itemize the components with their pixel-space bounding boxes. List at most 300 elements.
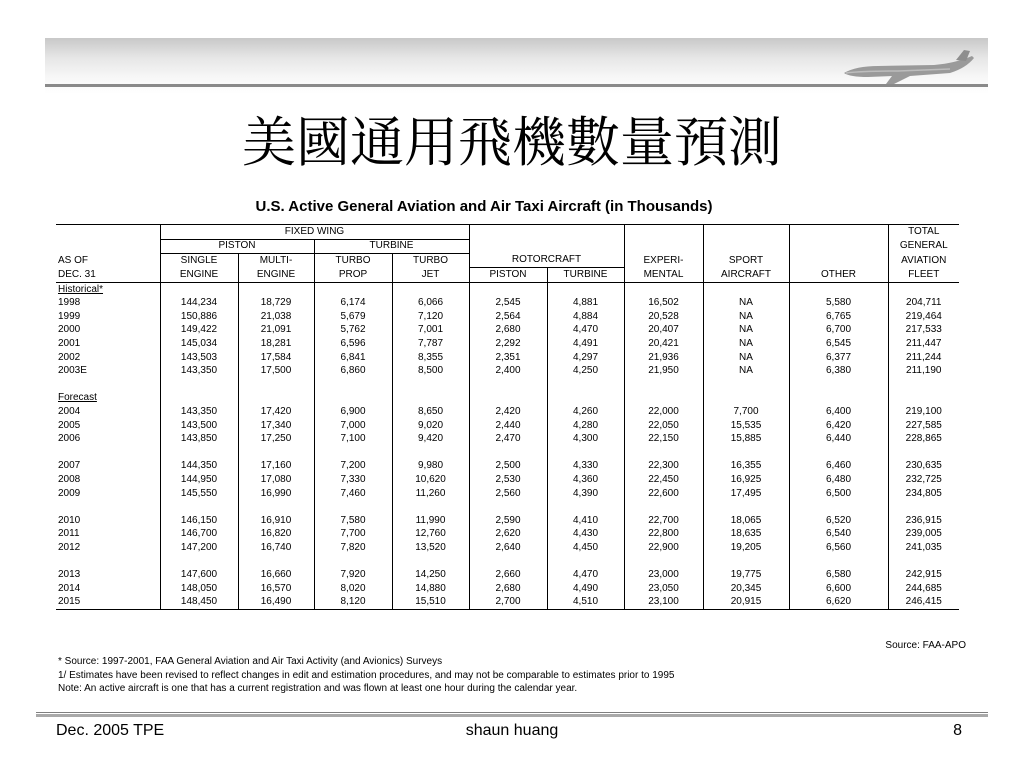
empty-cell — [624, 282, 703, 296]
table-cell: 234,805 — [888, 487, 959, 501]
table-cell: 2,560 — [469, 487, 547, 501]
table-cell: 17,584 — [238, 351, 314, 365]
table-cell: 22,000 — [624, 405, 703, 419]
header-rc-turbine: TURBINE — [547, 268, 624, 283]
empty-cell — [703, 446, 789, 460]
table-row — [56, 473, 959, 487]
table-row — [56, 514, 959, 528]
table-cell: 6,066 — [392, 296, 469, 310]
empty-cell — [547, 446, 624, 460]
page-number: 8 — [953, 722, 962, 739]
table-cell: 21,091 — [238, 324, 314, 338]
footer-date: Dec. 2005 TPE — [56, 722, 165, 739]
table-cell: 15,510 — [392, 596, 469, 610]
empty-cell — [888, 392, 959, 406]
table-row — [56, 351, 959, 365]
table-cell: 4,250 — [547, 364, 624, 378]
empty-cell — [789, 282, 888, 296]
table-cell: 22,800 — [624, 528, 703, 542]
table-cell: 4,360 — [547, 473, 624, 487]
empty-cell — [160, 555, 238, 569]
empty-cell — [703, 378, 789, 392]
table-cell: 6,500 — [789, 487, 888, 501]
header-as-of: AS OF — [58, 254, 89, 266]
table-cell: 6,765 — [789, 310, 888, 324]
table-cell: 6,600 — [789, 582, 888, 596]
table-cell: 14,880 — [392, 582, 469, 596]
row-year: 2009 — [58, 487, 81, 499]
header-other: OTHER — [789, 268, 888, 283]
table-cell: 4,330 — [547, 460, 624, 474]
table-cell: 8,020 — [314, 582, 392, 596]
header-experi: EXPERI- — [624, 254, 703, 268]
footnote-definition: Note: An active aircraft is one that has a current registration and was flown at least one hour during the calendar year. — [58, 683, 578, 694]
table-cell: 11,260 — [392, 487, 469, 501]
table-row — [56, 568, 959, 582]
table-cell: 17,495 — [703, 487, 789, 501]
table-cell: 146,150 — [160, 514, 238, 528]
empty-cell — [703, 500, 789, 514]
table-cell: 2,420 — [469, 405, 547, 419]
spacer-row — [56, 555, 959, 569]
table-row — [56, 364, 959, 378]
table-cell: 17,420 — [238, 405, 314, 419]
table-cell: 244,685 — [888, 582, 959, 596]
table-cell: 2,530 — [469, 473, 547, 487]
table-cell: 22,900 — [624, 541, 703, 555]
header-engine-2: ENGINE — [238, 268, 314, 283]
empty-cell — [314, 555, 392, 569]
empty-cell — [888, 500, 959, 514]
table-cell: 22,050 — [624, 419, 703, 433]
table-cell: 4,297 — [547, 351, 624, 365]
table-cell: 9,980 — [392, 460, 469, 474]
table-cell: 16,990 — [238, 487, 314, 501]
table-cell: 219,100 — [888, 405, 959, 419]
empty-cell — [314, 500, 392, 514]
table-cell: 10,620 — [392, 473, 469, 487]
empty-cell — [547, 392, 624, 406]
table-cell: 4,470 — [547, 324, 624, 338]
table-cell: 6,400 — [789, 405, 888, 419]
table-cell: 236,915 — [888, 514, 959, 528]
table-row — [56, 460, 959, 474]
table-cell: 19,775 — [703, 568, 789, 582]
empty-cell — [160, 282, 238, 296]
empty-cell — [703, 555, 789, 569]
header-total: TOTAL — [888, 225, 959, 240]
row-year: 2010 — [58, 514, 81, 526]
table-cell: 23,000 — [624, 568, 703, 582]
table-row — [56, 337, 959, 351]
table-cell: 150,886 — [160, 310, 238, 324]
table-cell: 16,570 — [238, 582, 314, 596]
table-cell: 211,447 — [888, 337, 959, 351]
empty-cell — [314, 446, 392, 460]
table-cell: 6,480 — [789, 473, 888, 487]
table-row — [56, 296, 959, 310]
row-year: 1998 — [58, 297, 81, 309]
table-cell: 18,729 — [238, 296, 314, 310]
empty-cell — [547, 555, 624, 569]
empty-cell — [888, 555, 959, 569]
empty-cell — [789, 500, 888, 514]
table-cell: 8,500 — [392, 364, 469, 378]
table-cell: 219,464 — [888, 310, 959, 324]
empty-cell — [789, 378, 888, 392]
section-row — [56, 282, 959, 296]
row-year: 2008 — [58, 473, 81, 485]
table-cell: 4,300 — [547, 432, 624, 446]
table-cell: 217,533 — [888, 324, 959, 338]
header-jet: JET — [392, 268, 469, 283]
row-year: 1999 — [58, 310, 81, 322]
empty-cell — [392, 392, 469, 406]
table-cell: 18,065 — [703, 514, 789, 528]
table-cell: 15,885 — [703, 432, 789, 446]
table-cell: 23,100 — [624, 596, 703, 610]
table-cell: 232,725 — [888, 473, 959, 487]
empty-cell — [238, 555, 314, 569]
table-cell: 5,580 — [789, 296, 888, 310]
table-cell: 2,564 — [469, 310, 547, 324]
empty-cell — [547, 378, 624, 392]
table-cell: 4,430 — [547, 528, 624, 542]
header-aviation: AVIATION — [888, 254, 959, 268]
empty-cell — [469, 500, 547, 514]
empty-cell — [238, 392, 314, 406]
empty-cell — [624, 378, 703, 392]
empty-cell — [624, 446, 703, 460]
spacer-row — [56, 446, 959, 460]
table-cell: NA — [703, 337, 789, 351]
footer-author: shaun huang — [465, 722, 559, 739]
empty-cell — [238, 378, 314, 392]
table-cell: 7,000 — [314, 419, 392, 433]
header-general: GENERAL — [888, 239, 959, 254]
table-body — [56, 282, 959, 609]
table-cell: 147,200 — [160, 541, 238, 555]
table-cell: 17,160 — [238, 460, 314, 474]
table-cell: 22,600 — [624, 487, 703, 501]
header-dec31: DEC. 31 — [56, 268, 160, 283]
empty-cell — [547, 500, 624, 514]
table-cell: 16,925 — [703, 473, 789, 487]
table-row — [56, 324, 959, 338]
table-cell: 12,760 — [392, 528, 469, 542]
table-cell: 149,422 — [160, 324, 238, 338]
header-rotorcraft: ROTORCRAFT — [469, 254, 624, 268]
footnotes — [58, 655, 674, 696]
table-cell: 6,460 — [789, 460, 888, 474]
row-year: 2002 — [58, 351, 81, 363]
table-cell: 6,596 — [314, 337, 392, 351]
empty-cell — [624, 500, 703, 514]
row-year: 2007 — [58, 460, 81, 472]
table-cell: 143,350 — [160, 364, 238, 378]
table-cell: 6,540 — [789, 528, 888, 542]
table-header — [56, 225, 959, 283]
row-year: 2005 — [58, 419, 81, 431]
empty-cell — [314, 282, 392, 296]
table-row — [56, 528, 959, 542]
table-cell: 8,650 — [392, 405, 469, 419]
table-cell: 4,881 — [547, 296, 624, 310]
table-cell: 148,450 — [160, 596, 238, 610]
table-cell: 144,350 — [160, 460, 238, 474]
empty-cell — [392, 378, 469, 392]
empty-cell — [703, 392, 789, 406]
table-row — [56, 432, 959, 446]
table-cell: 6,520 — [789, 514, 888, 528]
empty-cell — [56, 378, 160, 392]
table-cell: 7,001 — [392, 324, 469, 338]
table-cell: 239,005 — [888, 528, 959, 542]
table-cell: NA — [703, 364, 789, 378]
table-cell: 2,620 — [469, 528, 547, 542]
empty-cell — [160, 392, 238, 406]
row-year: 2014 — [58, 582, 81, 594]
source-note: Source: FAA-APO — [885, 640, 966, 651]
header-fixed-wing: FIXED WING — [160, 225, 469, 240]
table-row — [56, 405, 959, 419]
empty-cell — [789, 446, 888, 460]
table-cell: 16,660 — [238, 568, 314, 582]
table-cell: NA — [703, 296, 789, 310]
table-cell: 14,250 — [392, 568, 469, 582]
airplane-icon — [838, 46, 978, 86]
header-mental: MENTAL — [624, 268, 703, 283]
row-year: 2013 — [58, 569, 81, 581]
table-row — [56, 541, 959, 555]
table-cell: 6,377 — [789, 351, 888, 365]
empty-cell — [392, 500, 469, 514]
empty-cell — [547, 282, 624, 296]
footer-divider-thick — [36, 714, 988, 717]
table-cell: 7,700 — [703, 405, 789, 419]
table-cell: 21,936 — [624, 351, 703, 365]
table-cell: 4,510 — [547, 596, 624, 610]
table-cell: 16,355 — [703, 460, 789, 474]
footnote-estimates: 1/ Estimates have been revised to reflect changes in edit and estimation procedures, and may not be comparable to estimates prior to 1995 — [58, 669, 675, 681]
table-cell: 18,635 — [703, 528, 789, 542]
table-cell: 7,460 — [314, 487, 392, 501]
empty-cell — [469, 282, 547, 296]
table-cell: 6,174 — [314, 296, 392, 310]
table-cell: 211,244 — [888, 351, 959, 365]
table-cell: 4,390 — [547, 487, 624, 501]
table-cell: 20,528 — [624, 310, 703, 324]
table-cell: 8,355 — [392, 351, 469, 365]
table-cell: 11,990 — [392, 514, 469, 528]
table-cell: 21,038 — [238, 310, 314, 324]
header-single: SINGLE — [160, 254, 238, 268]
table-cell: 6,560 — [789, 541, 888, 555]
table-cell: 18,281 — [238, 337, 314, 351]
table-row — [56, 596, 959, 610]
table-cell: NA — [703, 310, 789, 324]
table-cell: 4,490 — [547, 582, 624, 596]
header-turbo-2: TURBO — [392, 254, 469, 268]
empty-cell — [624, 555, 703, 569]
row-year: 2001 — [58, 338, 81, 350]
table-cell: 143,850 — [160, 432, 238, 446]
table-cell: 6,420 — [789, 419, 888, 433]
table-cell: 22,300 — [624, 460, 703, 474]
table-cell: 9,020 — [392, 419, 469, 433]
empty-cell — [888, 282, 959, 296]
table-cell: 6,841 — [314, 351, 392, 365]
table-cell: 148,050 — [160, 582, 238, 596]
table-cell: 4,280 — [547, 419, 624, 433]
table-cell: 7,200 — [314, 460, 392, 474]
table-cell: 204,711 — [888, 296, 959, 310]
section-row — [56, 392, 959, 406]
table-cell: 2,590 — [469, 514, 547, 528]
header-fleet: FLEET — [888, 268, 959, 283]
table-cell: 2,400 — [469, 364, 547, 378]
table-cell: 20,345 — [703, 582, 789, 596]
table-cell: 2,680 — [469, 582, 547, 596]
empty-cell — [469, 446, 547, 460]
empty-cell — [624, 392, 703, 406]
table-cell: 16,910 — [238, 514, 314, 528]
empty-cell — [238, 500, 314, 514]
empty-cell — [392, 446, 469, 460]
table-cell: 146,700 — [160, 528, 238, 542]
table-cell: 2,292 — [469, 337, 547, 351]
empty-cell — [56, 555, 160, 569]
table-cell: 6,440 — [789, 432, 888, 446]
table-cell: 6,545 — [789, 337, 888, 351]
table-cell: 6,380 — [789, 364, 888, 378]
header-piston: PISTON — [160, 239, 314, 254]
table-cell: 15,535 — [703, 419, 789, 433]
empty-cell — [789, 555, 888, 569]
table-cell: 7,330 — [314, 473, 392, 487]
table-cell: 6,580 — [789, 568, 888, 582]
empty-cell — [238, 446, 314, 460]
table-cell: 242,915 — [888, 568, 959, 582]
table-cell: 16,502 — [624, 296, 703, 310]
table-cell: 20,407 — [624, 324, 703, 338]
header-sport: SPORT — [703, 254, 789, 268]
empty-cell — [314, 392, 392, 406]
table-cell: 19,205 — [703, 541, 789, 555]
table-cell: NA — [703, 351, 789, 365]
table-cell: NA — [703, 324, 789, 338]
row-year: 2012 — [58, 541, 81, 553]
table-cell: 6,620 — [789, 596, 888, 610]
spacer-row — [56, 500, 959, 514]
table-cell: 6,860 — [314, 364, 392, 378]
empty-cell — [888, 378, 959, 392]
table-cell: 5,679 — [314, 310, 392, 324]
table-cell: 4,410 — [547, 514, 624, 528]
table-cell: 23,050 — [624, 582, 703, 596]
empty-cell — [56, 500, 160, 514]
table-cell: 7,820 — [314, 541, 392, 555]
table-row — [56, 487, 959, 501]
empty-cell — [392, 282, 469, 296]
header-turbine: TURBINE — [314, 239, 469, 254]
header-engine-1: ENGINE — [160, 268, 238, 283]
table-cell: 228,865 — [888, 432, 959, 446]
empty-cell — [469, 392, 547, 406]
table-title: U.S. Active General Aviation and Air Taxi Aircraft (in Thousands) — [255, 198, 713, 215]
table-cell: 16,740 — [238, 541, 314, 555]
table-cell: 22,150 — [624, 432, 703, 446]
row-year: 2004 — [58, 406, 81, 418]
table-cell: 4,450 — [547, 541, 624, 555]
spacer-row — [56, 378, 959, 392]
table-cell: 6,700 — [789, 324, 888, 338]
table-cell: 7,100 — [314, 432, 392, 446]
table-cell: 2,660 — [469, 568, 547, 582]
row-year: 2006 — [58, 433, 81, 445]
table-cell: 227,585 — [888, 419, 959, 433]
row-year: 2003E — [58, 365, 87, 377]
table-row — [56, 582, 959, 596]
empty-cell — [703, 282, 789, 296]
table-cell: 147,600 — [160, 568, 238, 582]
empty-cell — [392, 555, 469, 569]
table-cell: 17,250 — [238, 432, 314, 446]
header-multi: MULTI- — [238, 254, 314, 268]
table-cell: 20,915 — [703, 596, 789, 610]
table-cell: 7,700 — [314, 528, 392, 542]
table-cell: 2,545 — [469, 296, 547, 310]
table-cell: 13,520 — [392, 541, 469, 555]
table-cell: 145,034 — [160, 337, 238, 351]
table-cell: 7,580 — [314, 514, 392, 528]
table-cell: 143,500 — [160, 419, 238, 433]
row-year: 2000 — [58, 324, 81, 336]
table-cell: 4,470 — [547, 568, 624, 582]
table-cell: 2,640 — [469, 541, 547, 555]
table-cell: 143,503 — [160, 351, 238, 365]
header-prop: PROP — [314, 268, 392, 283]
table-cell: 2,700 — [469, 596, 547, 610]
table-cell: 4,491 — [547, 337, 624, 351]
table-row — [56, 419, 959, 433]
table-cell: 241,035 — [888, 541, 959, 555]
empty-cell — [238, 282, 314, 296]
table-cell: 22,450 — [624, 473, 703, 487]
section-label: Forecast — [58, 392, 97, 404]
table-cell: 145,550 — [160, 487, 238, 501]
empty-cell — [789, 392, 888, 406]
table-cell: 22,700 — [624, 514, 703, 528]
table-cell: 4,884 — [547, 310, 624, 324]
table-cell: 2,470 — [469, 432, 547, 446]
empty-cell — [160, 500, 238, 514]
table-cell: 16,490 — [238, 596, 314, 610]
header-rc-piston: PISTON — [469, 268, 547, 283]
table-cell: 144,234 — [160, 296, 238, 310]
table-cell: 2,440 — [469, 419, 547, 433]
table-cell: 16,820 — [238, 528, 314, 542]
empty-cell — [314, 378, 392, 392]
table-cell: 21,950 — [624, 364, 703, 378]
page-title: 美國通用飛機數量預測 — [242, 111, 782, 174]
header-turbo-1: TURBO — [314, 254, 392, 268]
table-cell: 230,635 — [888, 460, 959, 474]
table-cell: 17,340 — [238, 419, 314, 433]
table-cell: 246,415 — [888, 596, 959, 610]
table-cell: 7,920 — [314, 568, 392, 582]
table-cell: 7,787 — [392, 337, 469, 351]
